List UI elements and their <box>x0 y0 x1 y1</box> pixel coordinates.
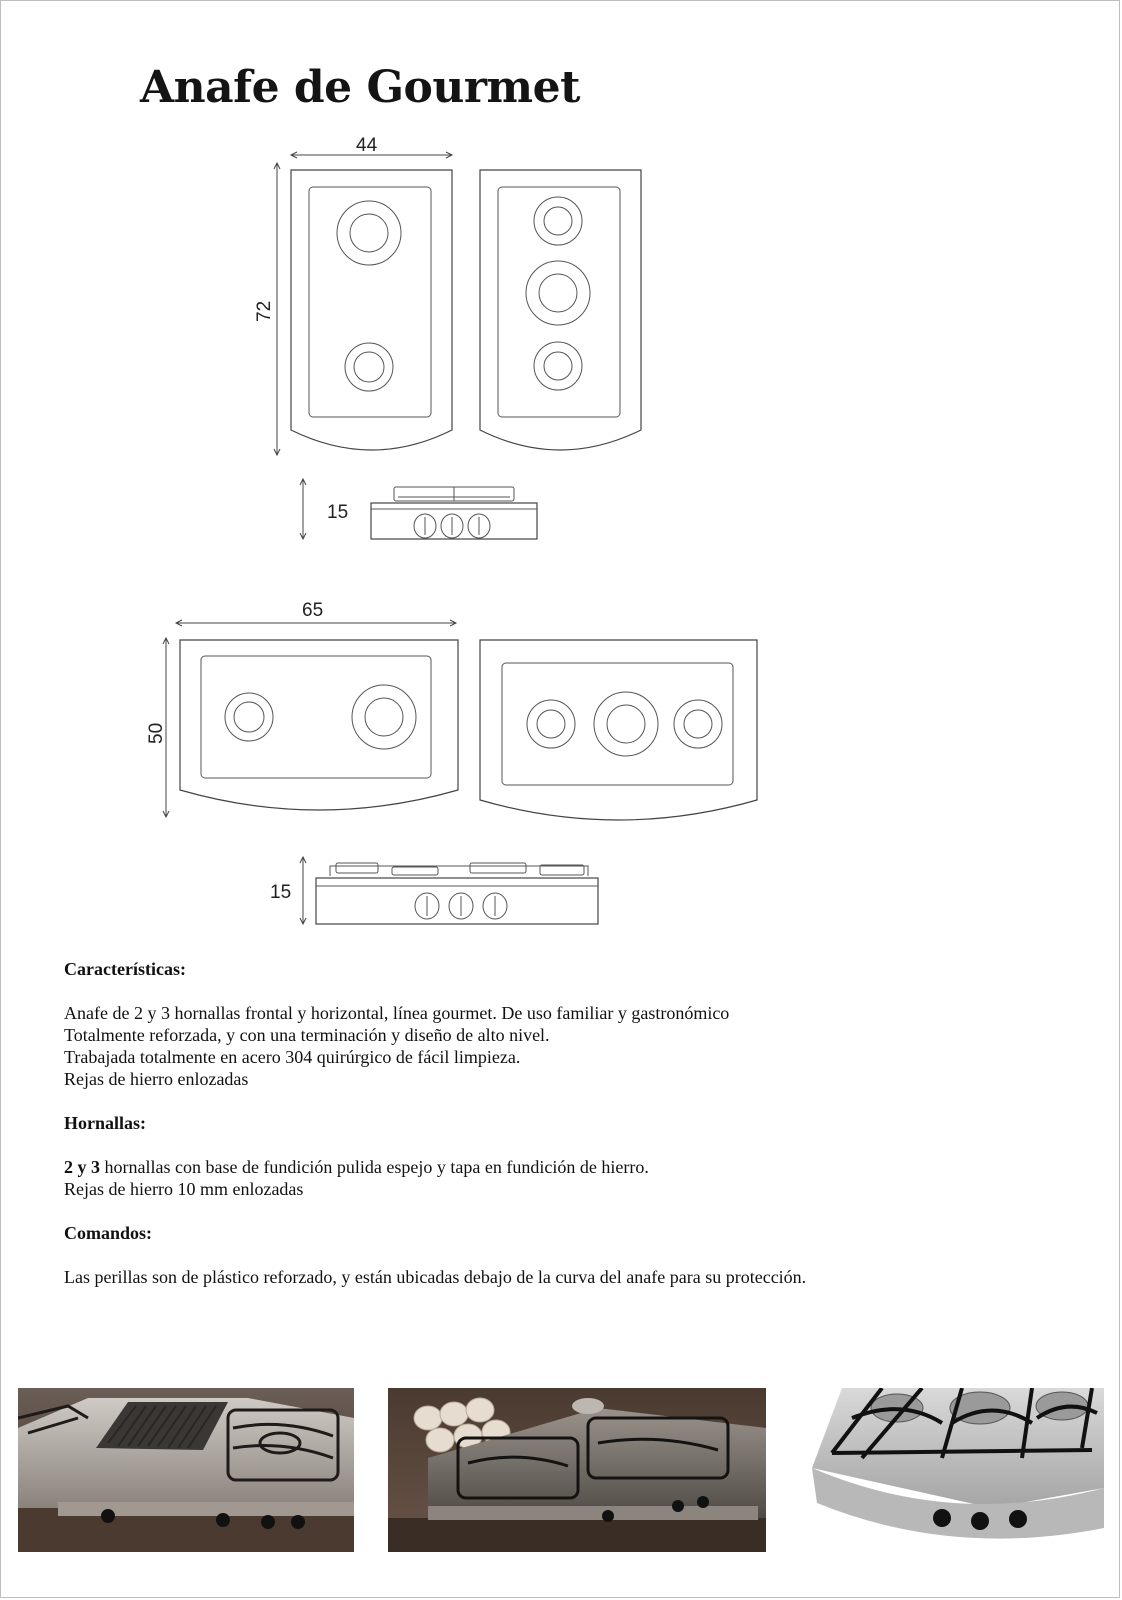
hornallas-line <box>64 1156 1064 1178</box>
caracteristicas-body <box>64 1002 1064 1090</box>
horizontal-side-elevation <box>316 863 598 924</box>
hornallas-body <box>64 1156 1064 1200</box>
vertical-width-dimension <box>291 135 452 158</box>
horizontal-height-label: 50 <box>146 722 167 744</box>
vertical-3-burner-plan <box>480 170 641 450</box>
caracteristicas-line: Anafe de 2 y 3 hornallas frontal y horizontal, línea gourmet. De uso familiar y gastronómico <box>64 1003 730 1023</box>
page-title: Anafe de Gourmet <box>140 62 580 113</box>
vertical-width-label: 44 <box>356 135 378 156</box>
vertical-height-label: 72 <box>254 300 275 322</box>
comandos-heading: Comandos: <box>64 1223 153 1243</box>
horizontal-height-dimension <box>146 638 169 817</box>
hornallas-line: Rejas de hierro 10 mm enlozadas <box>64 1179 304 1199</box>
photo-cooktop-pots <box>388 1388 766 1552</box>
caracteristicas-line: Rejas de hierro enlozadas <box>64 1069 249 1089</box>
description <box>64 958 1064 1310</box>
caracteristicas-line: Totalmente reforzada, y con una terminación y diseño de alto nivel. <box>64 1025 550 1045</box>
vertical-side-elevation <box>371 487 537 539</box>
horizontal-depth-dimension <box>270 857 306 924</box>
hornallas-bold-lead: 2 y 3 <box>64 1157 100 1177</box>
product-photos <box>0 1388 1122 1558</box>
caracteristicas-heading: Características: <box>64 959 186 979</box>
caracteristicas-line: Trabajada totalmente en acero 304 quirúrgico de fácil limpieza. <box>64 1047 521 1067</box>
horizontal-3-burner-plan <box>480 640 757 820</box>
horizontal-depth-label: 15 <box>270 882 292 903</box>
vertical-depth-label: 15 <box>327 502 349 523</box>
hornallas-line1-rest: hornallas con base de fundición pulida espejo y tapa en fundición de hierro. <box>100 1157 649 1177</box>
hornallas-heading: Hornallas: <box>64 1113 147 1133</box>
comandos-body: Las perillas son de plástico reforzado, y están ubicadas debajo de la curva del anafe para su protección. <box>64 1267 807 1287</box>
photo-cooktop-grill <box>18 1388 354 1552</box>
photo-cooktop-burners <box>792 1388 1104 1552</box>
horizontal-2-burner-plan <box>180 640 458 810</box>
vertical-height-dimension <box>254 163 280 455</box>
horizontal-width-label: 65 <box>302 600 324 621</box>
vertical-depth-dimension <box>300 479 348 539</box>
horizontal-width-dimension <box>176 600 456 626</box>
vertical-2-burner-plan <box>291 170 452 450</box>
